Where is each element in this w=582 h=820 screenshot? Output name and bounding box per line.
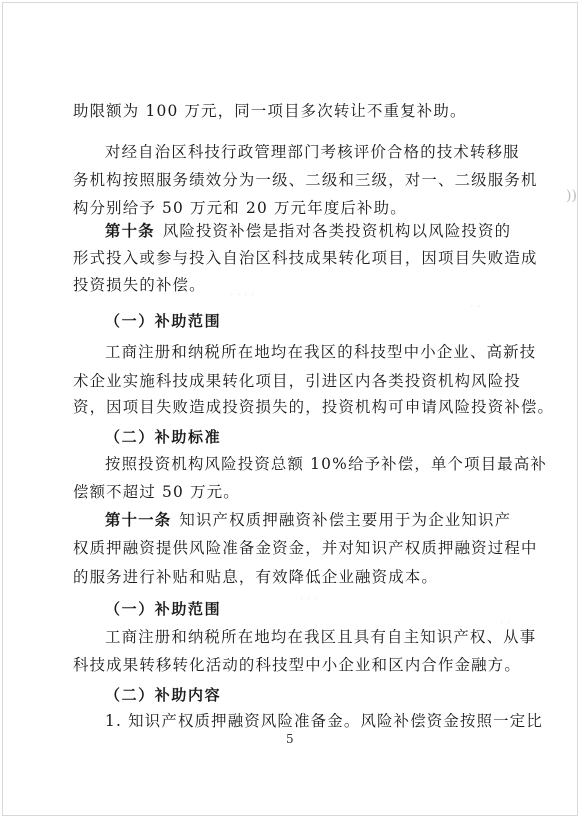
article-number: 第十一条 xyxy=(105,511,172,529)
text-line: 风险投资补偿是指对各类投资机构以风险投资的 xyxy=(162,222,512,240)
text-line: 知识产权质押融资补偿主要用于为企业知识产 xyxy=(179,511,512,529)
section-heading: （一）补助范围 xyxy=(105,600,222,618)
text-line: 权质押融资提供风险准备金资金，并对知识产权质押融资过程中 xyxy=(73,539,538,557)
text-line: 对经自治区科技行政管理部门考核评价合格的技术转移服 xyxy=(105,143,520,161)
text-line: 按照投资机构风险投资总额 10%给予补偿，单个项目最高补 xyxy=(105,455,548,473)
text-line: 资，因项目失败造成投资损失的，投资机构可申请风险投资补偿。 xyxy=(73,398,555,416)
article-number: 第十条 xyxy=(105,222,155,240)
margin-mark: )) xyxy=(566,188,577,204)
section-heading: （二）补助内容 xyxy=(105,686,222,704)
text-line: 工商注册和纳税所在地均在我区的科技型中小企业、高新技 xyxy=(105,343,537,361)
section-heading: （二）补助标准 xyxy=(105,428,222,446)
text-line: 偿额不超过 50 万元。 xyxy=(73,483,240,501)
text-line: 投资损失的补偿。 xyxy=(73,276,206,294)
article-11-paragraph xyxy=(105,511,511,529)
bleed-through-mark: · · · · xyxy=(230,288,255,301)
text-line: 工商注册和纳税所在地均在我区且具有自主知识产权、从事 xyxy=(105,628,537,646)
article-10-paragraph xyxy=(105,222,511,240)
bleed-through-mark: · · xyxy=(470,300,481,313)
bleed-through-mark: · · · xyxy=(300,592,318,605)
text-line: 助限额为 100 万元，同一项目多次转让不重复补助。 xyxy=(73,102,467,120)
text-line: 构分别给予 50 万元和 20 万元年度后补助。 xyxy=(73,199,407,217)
bleed-through-mark: · · xyxy=(500,616,511,629)
text-line: 的服务进行补贴和贴息，有效降低企业融资成本。 xyxy=(73,568,438,586)
text-line: 科技成果转移转化活动的科技型中小企业和区内合作金融方。 xyxy=(73,656,521,674)
bleed-through-mark: · xyxy=(500,388,504,401)
text-line: 术企业实施科技成果转化项目，引进区内各类投资机构风险投 xyxy=(73,372,521,390)
text-line: 形式投入或参与投入自治区科技成果转化项目，因项目失败造成 xyxy=(73,249,538,267)
page-number: 5 xyxy=(286,732,294,746)
section-heading: （一）补助范围 xyxy=(105,312,222,330)
text-line: 1. 知识产权质押融资风险准备金。风险补偿资金按照一定比 xyxy=(105,712,543,730)
text-line: 务机构按照服务绩效分为一级、二级和三级，对一、二级服务机 xyxy=(73,171,538,189)
